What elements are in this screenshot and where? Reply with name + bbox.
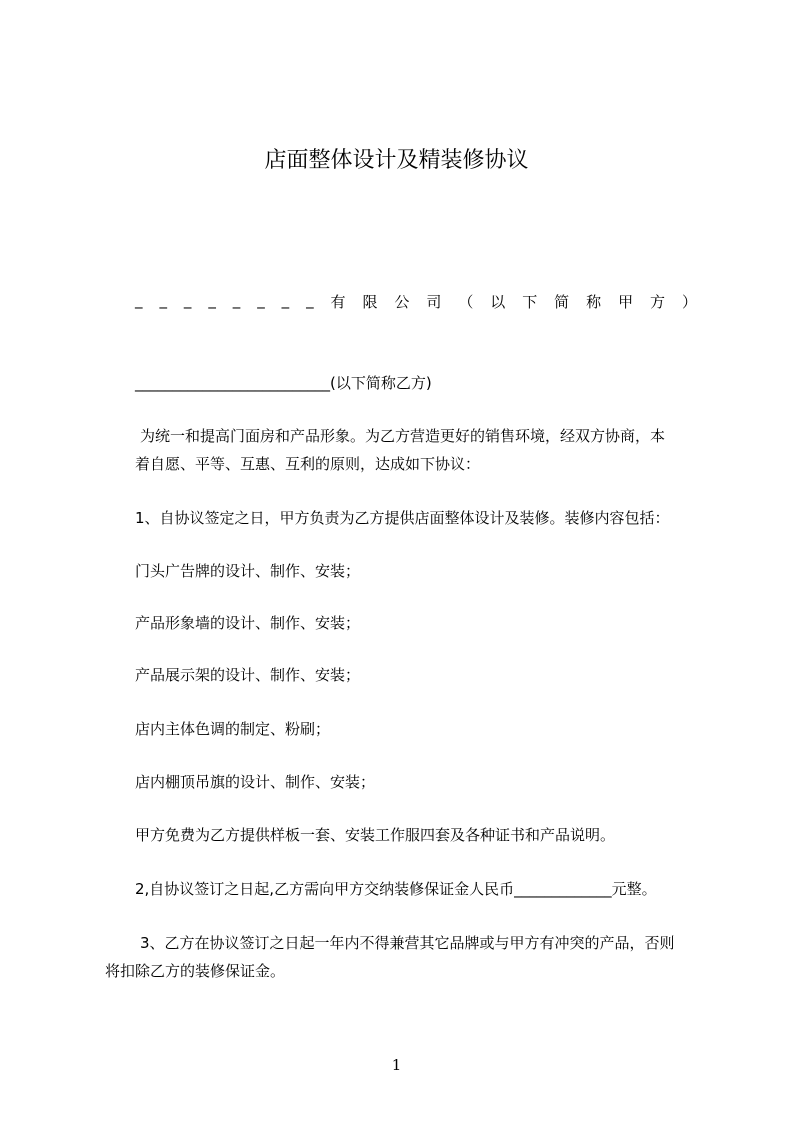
party-a-char: _ [208,291,216,309]
party-a-char: 甲 [618,293,634,311]
list-item: 店内主体色调的制定、粉刷； [135,720,331,738]
clause-3-line-2: 将扣除乙方的装修保证金。 [105,962,286,980]
document-title: 店面整体设计及精装修协议 [264,148,529,173]
party-a-char: 有 [330,293,346,311]
intro-paragraph-line-1: 为统一和提高门面房和产品形象。为乙方营造更好的销售环境，经双方协商，本 [140,427,666,445]
party-a-char: 司 [426,293,442,311]
intro-paragraph-line-2: 着自愿、平等、互惠、互利的原则，达成如下协议： [135,455,481,473]
page-number: 1 [391,1056,402,1074]
clause-3-line-1: 3、乙方在协议签订之日起一年内不得兼营其它品牌或与甲方有冲突的产品，否则 [140,934,675,952]
party-a-char: 简 [554,293,570,311]
clause-1: 1、自协议签定之日，甲方负责为乙方提供店面整体设计及装修。装修内容包括： [135,509,670,527]
party-a-char: 公 [394,293,410,311]
clause-2: 2,自协议签订之日起,乙方需向甲方交纳装修保证金人民币_____________元整。 [135,880,657,898]
party-a-char: （ [458,293,474,311]
party-a-char: ） [681,293,697,311]
list-item: 甲方免费为乙方提供样板一套、安装工作服四套及各种证书和产品说明。 [135,826,616,844]
party-a-char: _ [183,291,192,309]
list-item: 产品展示架的设计、制作、安装； [135,666,361,684]
party-a-char: 下 [522,293,538,311]
party-a-char: _ [135,291,143,309]
party-a-line [135,291,697,312]
party-a-char: 限 [362,293,378,311]
party-a-char: 称 [586,293,602,311]
party-a-char: _ [281,291,290,309]
party-a-char: 方 [650,293,666,311]
party-a-char: _ [159,291,167,309]
list-item: 店内棚顶吊旗的设计、制作、安装； [135,773,376,791]
list-item: 产品形象墙的设计、制作、安装； [135,614,361,632]
party-a-char: _ [257,291,265,309]
party-a-char: _ [232,291,241,309]
party-a-char: 以 [490,293,506,311]
list-item: 门头广告牌的设计、制作、安装； [135,562,361,580]
party-b-line: __________________________(以下简称乙方) [135,374,432,392]
party-a-char: _ [306,291,314,309]
